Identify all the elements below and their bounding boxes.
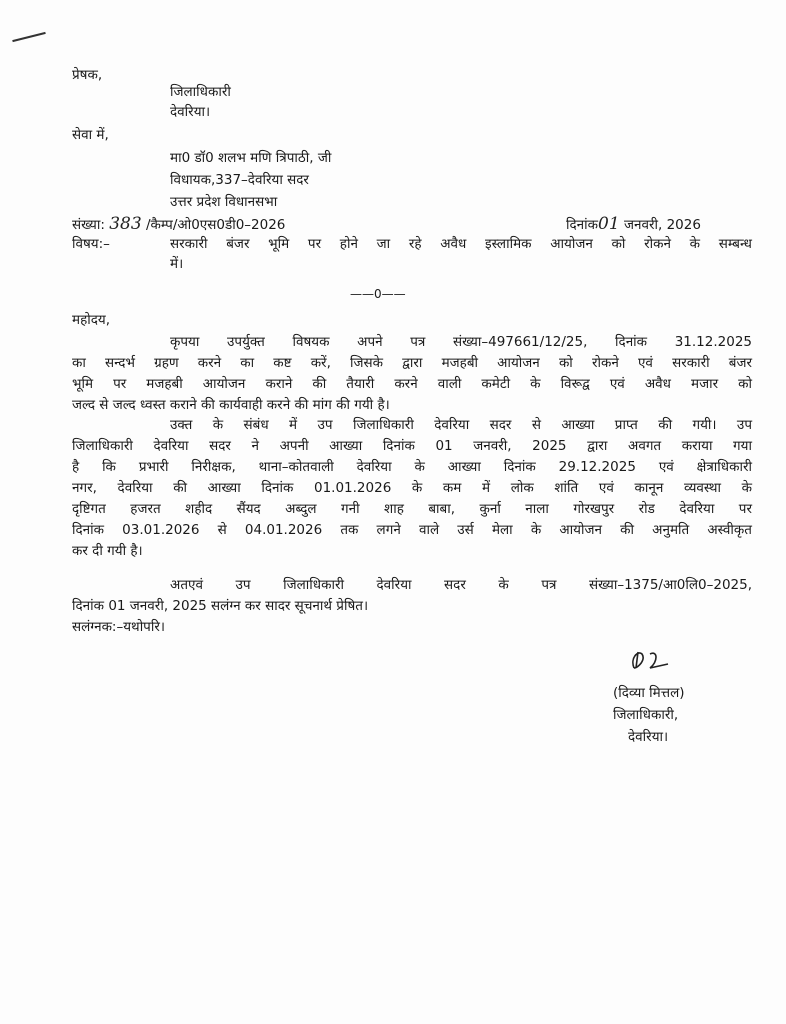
recipient-line-3: उत्तर प्रदेश विधानसभा [170,194,278,210]
para-1-line-1: कृपया उपर्युक्त विषयक अपने पत्र संख्या–497661/12/25, दिनांक 31.12.2025 [170,334,752,350]
date-handwritten: 01 [598,214,620,234]
reference-number [72,214,285,235]
sender-place: देवरिया। [170,104,211,120]
para-2-line-5: दृष्टिगत हजरत शहीद सैंयद अब्दुल गनी शाह बाबा, कुर्ना नाला गोरखपुर रोड देवरिया पर [72,501,752,517]
reference-date [566,214,701,235]
sender-label: प्रेषक, [72,67,103,83]
para-2-line-4: नगर, देवरिया की आख्या दिनांक 01.01.2026 के कम में लोक शांति एवं कानून व्यवस्था के [72,480,752,496]
recipient-label: सेवा में, [72,127,109,143]
handwritten-corner-mark [12,32,45,42]
separator: ——0—— [350,287,406,301]
salutation: महोदय, [72,312,111,328]
date-label: दिनांक [566,217,599,233]
reference-suffix: /कैम्प/ओ0एस0डी0–2026 [145,217,286,233]
sender-designation: जिलाधिकारी [170,84,231,100]
recipient-line-1: मा0 डॉ0 शलभ मणि त्रिपाठी, जी [170,150,332,166]
para-2-line-6: दिनांक 03.01.2026 से 04.01.2026 तक लगने वाले उर्स मेला के आयोजन की अनुमति अस्वीकृत [72,522,752,538]
para-2-line-7: कर दी गयी है। [72,543,143,559]
para-1-line-3: भूमि पर मजहबी आयोजन कराने की तैयारी करने वाली कमेटी के विरूद्व एवं अवैध मजार को [72,376,752,392]
signatory-place: देवरिया। [628,729,669,745]
para-1-line-4: जल्द से जल्द ध्वस्त कराने की कार्यवाही करने की मांग की गयी है। [72,397,390,413]
enclosure-note: सलंग्नक:–यथोपरि। [72,619,165,635]
para-3-line-2: दिनांक 01 जनवरी, 2025 सलंग्न कर सादर सूचनार्थ प्रेषित। [72,598,369,614]
reference-number-handwritten: 383 [109,214,142,234]
para-1-line-2: का सन्दर्भ ग्रहण करने का कष्ट करें, जिसके द्वारा मजहबी आयोजन को रोकने एवं सरकारी बंजर [72,355,752,371]
reference-label: संख्या: [72,217,105,233]
subject-label: विषय:– [72,236,110,252]
signature-initials [628,648,688,672]
para-2-line-1: उक्त के संबंध में उप जिलाधिकारी देवरिया सदर से आख्या प्राप्त की गयी। उप [170,417,752,433]
subject-line-1: सरकारी बंजर भूमि पर होने जा रहे अवैध इस्लामिक आयोजन को रोकने के सम्बन्ध [170,236,752,252]
signatory-name: (दिव्या मित्तल) [613,685,685,701]
para-2-line-3: है कि प्रभारी निरीक्षक, थाना–कोतवाली देवरिया के आख्या दिनांक 29.12.2025 एवं क्षेत्राधिकारी [72,459,752,475]
subject-line-2: में। [170,256,184,272]
signatory-designation: जिलाधिकारी, [613,707,679,723]
para-3-line-1: अतएवं उप जिलाधिकारी देवरिया सदर के पत्र संख्या–1375/आ0लि0–2025, [170,577,752,593]
date-rest: जनवरी, 2026 [623,217,701,233]
recipient-line-2: विधायक,337–देवरिया सदर [170,172,309,188]
para-2-line-2: जिलाधिकारी देवरिया सदर ने अपनी आख्या दिनांक 01 जनवरी, 2025 द्वारा अवगत कराया गया [72,438,752,454]
